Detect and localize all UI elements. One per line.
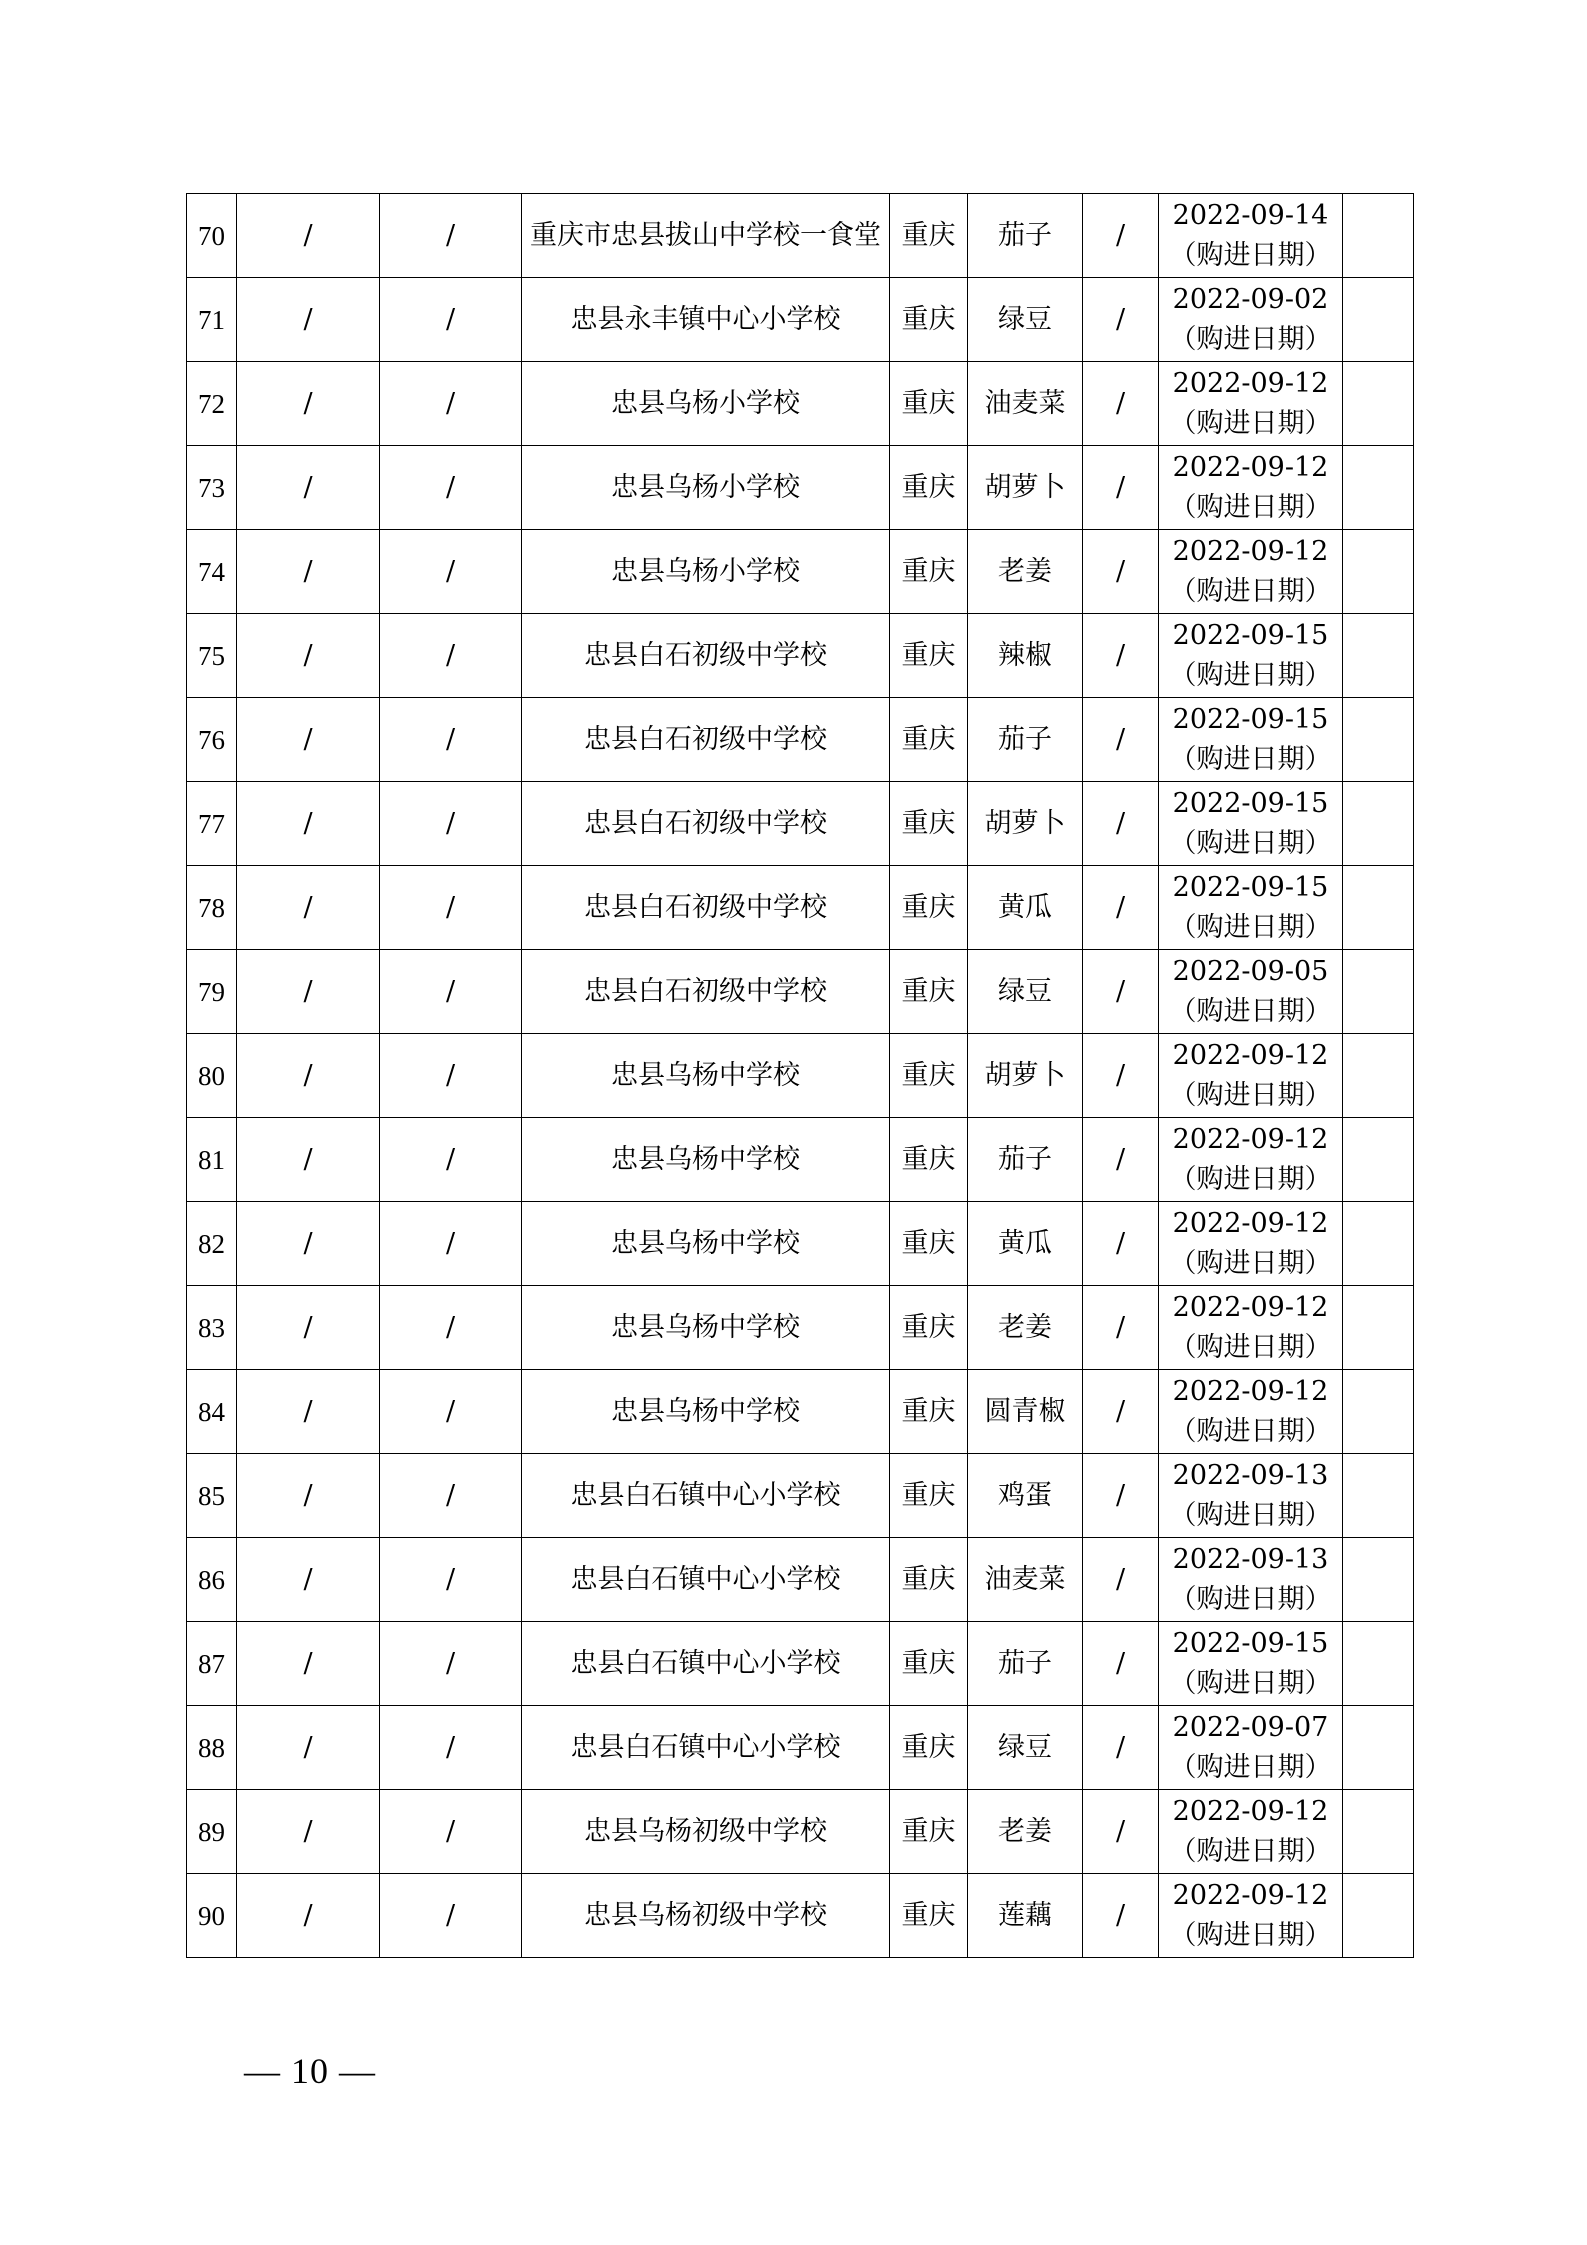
date-value: 2022-09-12 [1172,1879,1329,1911]
spec-cell: / [1083,866,1159,950]
date-note: （购进日期） [1169,1079,1332,1111]
blank-cell: / [237,698,380,782]
sampled-unit-cell: 忠县白石镇中心小学校 [522,1538,890,1622]
date-value: 2022-09-12 [1172,1291,1329,1323]
product-name-cell: 老姜 [968,1790,1083,1874]
date-note: （购进日期） [1169,407,1332,439]
sampled-unit-cell: 忠县白石初级中学校 [522,614,890,698]
blank-cell: / [380,1202,522,1286]
blank-cell: / [237,1874,380,1958]
date-value: 2022-09-12 [1172,1207,1329,1239]
remark-cell [1343,194,1414,278]
remark-cell [1343,1370,1414,1454]
region-cell: 重庆 [890,530,968,614]
blank-cell: / [237,1622,380,1706]
product-name-cell: 绿豆 [968,1706,1083,1790]
region-cell: 重庆 [890,1118,968,1202]
date-value: 2022-09-12 [1172,1039,1329,1071]
date-value: 2022-09-13 [1172,1543,1329,1575]
sampled-unit-cell: 忠县乌杨小学校 [522,362,890,446]
spec-cell: / [1083,1118,1159,1202]
remark-cell [1343,614,1414,698]
region-cell: 重庆 [890,1370,968,1454]
spec-cell: / [1083,1874,1159,1958]
blank-cell: / [237,446,380,530]
product-name-cell: 胡萝卜 [968,1034,1083,1118]
sampled-unit-cell: 忠县乌杨中学校 [522,1034,890,1118]
sampled-unit-cell: 忠县乌杨中学校 [522,1202,890,1286]
region-cell: 重庆 [890,1538,968,1622]
blank-cell: / [237,278,380,362]
date-cell [1159,866,1343,950]
serial-number-cell: 77 [187,782,237,866]
blank-cell: / [237,614,380,698]
remark-cell [1343,1790,1414,1874]
serial-number-cell: 85 [187,1454,237,1538]
serial-number-cell: 73 [187,446,237,530]
region-cell: 重庆 [890,1790,968,1874]
date-value: 2022-09-15 [1172,703,1329,735]
blank-cell: / [380,1874,522,1958]
region-cell: 重庆 [890,278,968,362]
date-note: （购进日期） [1169,1583,1332,1615]
sampling-results-table [186,193,1414,1958]
table-row [187,1202,1414,1286]
sampled-unit-cell: 忠县白石初级中学校 [522,782,890,866]
remark-cell [1343,278,1414,362]
date-note: （购进日期） [1169,239,1332,271]
date-note: （购进日期） [1169,491,1332,523]
date-value: 2022-09-12 [1172,1375,1329,1407]
remark-cell [1343,1202,1414,1286]
table-row [187,1790,1414,1874]
product-name-cell: 茄子 [968,194,1083,278]
sampled-unit-cell: 忠县白石初级中学校 [522,698,890,782]
remark-cell [1343,698,1414,782]
spec-cell: / [1083,782,1159,866]
date-note: （购进日期） [1169,1415,1332,1447]
blank-cell: / [237,1202,380,1286]
sampled-unit-cell: 忠县白石镇中心小学校 [522,1706,890,1790]
table-row [187,950,1414,1034]
sampled-unit-cell: 重庆市忠县拔山中学校一食堂 [522,194,890,278]
region-cell: 重庆 [890,1874,968,1958]
date-note: （购进日期） [1169,1247,1332,1279]
date-cell [1159,1706,1343,1790]
region-cell: 重庆 [890,1454,968,1538]
product-name-cell: 老姜 [968,530,1083,614]
date-value: 2022-09-15 [1172,787,1329,819]
spec-cell: / [1083,1454,1159,1538]
spec-cell: / [1083,1286,1159,1370]
date-cell [1159,1202,1343,1286]
blank-cell: / [380,1370,522,1454]
region-cell: 重庆 [890,1706,968,1790]
spec-cell: / [1083,278,1159,362]
date-cell [1159,1538,1343,1622]
date-note: （购进日期） [1169,1919,1332,1951]
sampled-unit-cell: 忠县乌杨小学校 [522,446,890,530]
serial-number-cell: 76 [187,698,237,782]
table-row [187,782,1414,866]
remark-cell [1343,950,1414,1034]
remark-cell [1343,362,1414,446]
blank-cell: / [380,1034,522,1118]
product-name-cell: 黄瓜 [968,1202,1083,1286]
sampled-unit-cell: 忠县白石镇中心小学校 [522,1622,890,1706]
blank-cell: / [380,1706,522,1790]
sampled-unit-cell: 忠县乌杨初级中学校 [522,1790,890,1874]
blank-cell: / [380,1622,522,1706]
date-note: （购进日期） [1169,1163,1332,1195]
table-row [187,614,1414,698]
date-value: 2022-09-12 [1172,367,1329,399]
blank-cell: / [380,362,522,446]
serial-number-cell: 89 [187,1790,237,1874]
region-cell: 重庆 [890,1034,968,1118]
product-name-cell: 老姜 [968,1286,1083,1370]
sampled-unit-cell: 忠县永丰镇中心小学校 [522,278,890,362]
date-cell [1159,1454,1343,1538]
serial-number-cell: 72 [187,362,237,446]
serial-number-cell: 84 [187,1370,237,1454]
remark-cell [1343,1538,1414,1622]
date-value: 2022-09-15 [1172,619,1329,651]
table-row [187,362,1414,446]
blank-cell: / [237,782,380,866]
blank-cell: / [380,194,522,278]
table-row [187,1622,1414,1706]
date-cell [1159,698,1343,782]
sampled-unit-cell: 忠县乌杨初级中学校 [522,1874,890,1958]
region-cell: 重庆 [890,1202,968,1286]
date-value: 2022-09-02 [1172,283,1329,315]
blank-cell: / [380,1790,522,1874]
serial-number-cell: 78 [187,866,237,950]
blank-cell: / [237,1286,380,1370]
blank-cell: / [237,1706,380,1790]
blank-cell: / [237,1034,380,1118]
blank-cell: / [237,362,380,446]
date-note: （购进日期） [1169,743,1332,775]
region-cell: 重庆 [890,1286,968,1370]
sampled-unit-cell: 忠县白石镇中心小学校 [522,1454,890,1538]
table-row [187,1706,1414,1790]
serial-number-cell: 81 [187,1118,237,1202]
date-value: 2022-09-07 [1172,1711,1329,1743]
table-row [187,1538,1414,1622]
blank-cell: / [237,1454,380,1538]
region-cell: 重庆 [890,1622,968,1706]
date-value: 2022-09-12 [1172,1123,1329,1155]
spec-cell: / [1083,698,1159,782]
date-cell [1159,1118,1343,1202]
spec-cell: / [1083,362,1159,446]
date-cell [1159,1790,1343,1874]
date-cell [1159,950,1343,1034]
table-row [187,1286,1414,1370]
sampled-unit-cell: 忠县乌杨小学校 [522,530,890,614]
blank-cell: / [380,950,522,1034]
product-name-cell: 绿豆 [968,278,1083,362]
table-row [187,1118,1414,1202]
table-row [187,278,1414,362]
blank-cell: / [380,1118,522,1202]
blank-cell: / [237,1538,380,1622]
spec-cell: / [1083,1790,1159,1874]
remark-cell [1343,1706,1414,1790]
date-cell [1159,614,1343,698]
product-name-cell: 绿豆 [968,950,1083,1034]
date-note: （购进日期） [1169,1751,1332,1783]
remark-cell [1343,1286,1414,1370]
sampled-unit-cell: 忠县白石初级中学校 [522,866,890,950]
spec-cell: / [1083,1622,1159,1706]
blank-cell: / [237,530,380,614]
blank-cell: / [237,194,380,278]
product-name-cell: 胡萝卜 [968,782,1083,866]
blank-cell: / [380,278,522,362]
date-value: 2022-09-15 [1172,871,1329,903]
region-cell: 重庆 [890,614,968,698]
spec-cell: / [1083,1706,1159,1790]
serial-number-cell: 86 [187,1538,237,1622]
date-value: 2022-09-12 [1172,535,1329,567]
serial-number-cell: 80 [187,1034,237,1118]
table-row [187,194,1414,278]
date-cell [1159,530,1343,614]
date-cell [1159,446,1343,530]
spec-cell: / [1083,446,1159,530]
remark-cell [1343,782,1414,866]
serial-number-cell: 71 [187,278,237,362]
region-cell: 重庆 [890,446,968,530]
product-name-cell: 辣椒 [968,614,1083,698]
date-note: （购进日期） [1169,1835,1332,1867]
serial-number-cell: 79 [187,950,237,1034]
sampled-unit-cell: 忠县乌杨中学校 [522,1370,890,1454]
table-body [187,194,1414,1958]
serial-number-cell: 90 [187,1874,237,1958]
product-name-cell: 茄子 [968,1118,1083,1202]
remark-cell [1343,530,1414,614]
product-name-cell: 圆青椒 [968,1370,1083,1454]
region-cell: 重庆 [890,782,968,866]
table-row [187,530,1414,614]
date-note: （购进日期） [1169,1331,1332,1363]
remark-cell [1343,446,1414,530]
blank-cell: / [237,866,380,950]
date-cell [1159,1286,1343,1370]
region-cell: 重庆 [890,362,968,446]
product-name-cell: 鸡蛋 [968,1454,1083,1538]
date-note: （购进日期） [1169,827,1332,859]
product-name-cell: 茄子 [968,698,1083,782]
sampled-unit-cell: 忠县乌杨中学校 [522,1286,890,1370]
remark-cell [1343,1622,1414,1706]
date-note: （购进日期） [1169,323,1332,355]
sampled-unit-cell: 忠县乌杨中学校 [522,1118,890,1202]
blank-cell: / [237,1118,380,1202]
serial-number-cell: 82 [187,1202,237,1286]
date-note: （购进日期） [1169,1667,1332,1699]
product-name-cell: 胡萝卜 [968,446,1083,530]
table-row [187,1454,1414,1538]
page-number: — 10 — [244,2051,376,2091]
blank-cell: / [237,1370,380,1454]
table-row [187,698,1414,782]
blank-cell: / [380,1538,522,1622]
blank-cell: / [237,1790,380,1874]
product-name-cell: 茄子 [968,1622,1083,1706]
blank-cell: / [380,1286,522,1370]
remark-cell [1343,1454,1414,1538]
date-note: （购进日期） [1169,575,1332,607]
spec-cell: / [1083,950,1159,1034]
serial-number-cell: 88 [187,1706,237,1790]
table-row [187,446,1414,530]
blank-cell: / [380,446,522,530]
date-value: 2022-09-12 [1172,451,1329,483]
region-cell: 重庆 [890,950,968,1034]
table-row [187,1874,1414,1958]
serial-number-cell: 83 [187,1286,237,1370]
region-cell: 重庆 [890,194,968,278]
spec-cell: / [1083,530,1159,614]
region-cell: 重庆 [890,698,968,782]
serial-number-cell: 70 [187,194,237,278]
date-value: 2022-09-15 [1172,1627,1329,1659]
date-cell [1159,782,1343,866]
product-name-cell: 黄瓜 [968,866,1083,950]
serial-number-cell: 75 [187,614,237,698]
blank-cell: / [380,614,522,698]
date-cell [1159,194,1343,278]
region-cell: 重庆 [890,866,968,950]
table-row [187,1370,1414,1454]
product-name-cell: 油麦菜 [968,362,1083,446]
date-cell [1159,362,1343,446]
date-cell [1159,1874,1343,1958]
date-note: （购进日期） [1169,1499,1332,1531]
serial-number-cell: 87 [187,1622,237,1706]
remark-cell [1343,1874,1414,1958]
spec-cell: / [1083,194,1159,278]
date-note: （购进日期） [1169,911,1332,943]
product-name-cell: 莲藕 [968,1874,1083,1958]
date-value: 2022-09-13 [1172,1459,1329,1491]
remark-cell [1343,1118,1414,1202]
date-cell [1159,278,1343,362]
sampled-unit-cell: 忠县白石初级中学校 [522,950,890,1034]
spec-cell: / [1083,1202,1159,1286]
remark-cell [1343,866,1414,950]
blank-cell: / [380,530,522,614]
spec-cell: / [1083,1370,1159,1454]
date-value: 2022-09-12 [1172,1795,1329,1827]
remark-cell [1343,1034,1414,1118]
table-row [187,1034,1414,1118]
date-note: （购进日期） [1169,659,1332,691]
product-name-cell: 油麦菜 [968,1538,1083,1622]
blank-cell: / [380,698,522,782]
date-cell [1159,1622,1343,1706]
table-row [187,866,1414,950]
spec-cell: / [1083,614,1159,698]
blank-cell: / [380,782,522,866]
date-note: （购进日期） [1169,995,1332,1027]
date-cell [1159,1370,1343,1454]
date-value: 2022-09-14 [1172,199,1329,231]
blank-cell: / [380,1454,522,1538]
date-value: 2022-09-05 [1172,955,1329,987]
spec-cell: / [1083,1034,1159,1118]
blank-cell: / [237,950,380,1034]
blank-cell: / [380,866,522,950]
spec-cell: / [1083,1538,1159,1622]
date-cell [1159,1034,1343,1118]
serial-number-cell: 74 [187,530,237,614]
